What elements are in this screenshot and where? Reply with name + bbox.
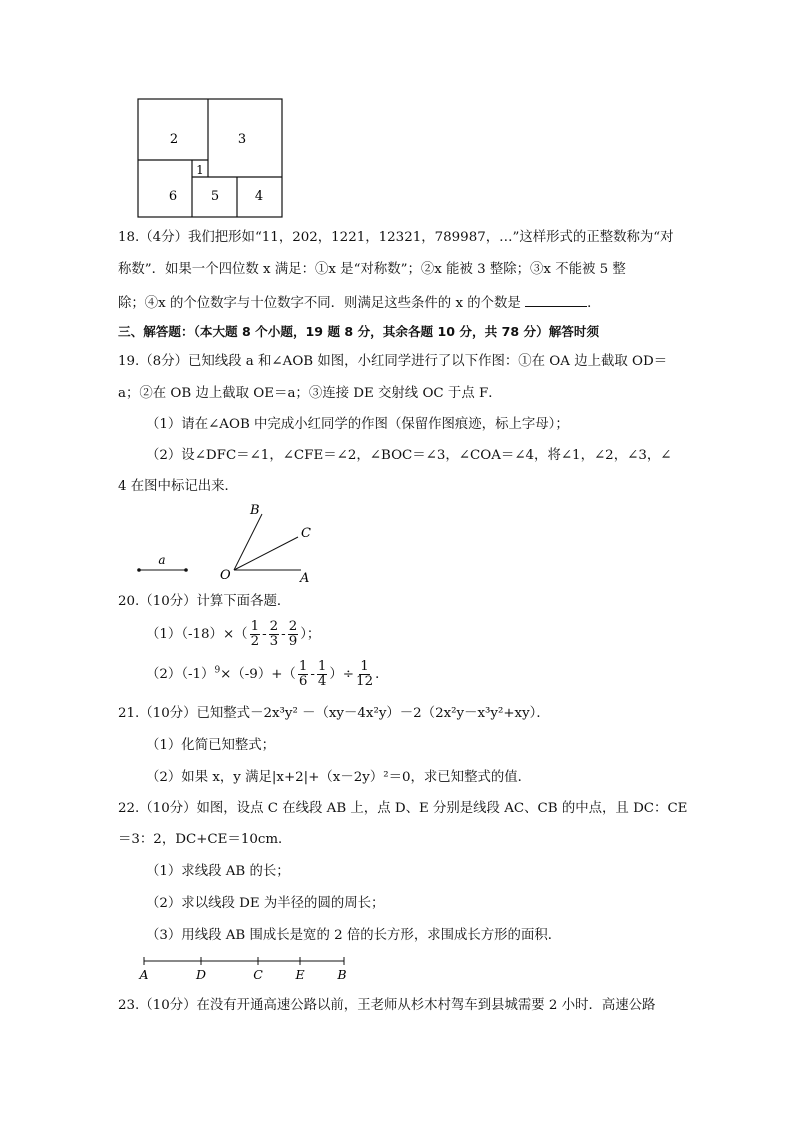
segment-point-D: D	[195, 967, 207, 982]
section-3-heading: 三、解答题：（本大题 8 个小题，19 题 8 分，其余各题 10 分，共 78 分）解答时须	[118, 324, 600, 339]
q23-line-1: 23.（10分）在没有开通高速公路以前，王老师从杉木村驾车到县城需要 2 小时．高速公路	[118, 998, 656, 1013]
fraction-1-4: $\frac{1}{4}$	[317, 659, 327, 689]
point-C-label: C	[301, 526, 311, 541]
angle-figure	[130, 500, 330, 588]
q19-part-2b: 4 在图中标记出来．	[118, 479, 238, 494]
segment-point-B: B	[337, 967, 347, 982]
q21-title: 21.（10分）已知整式－2x³y² －（xy－4x²y）－2（2x²y－x³y²+xy）．	[118, 706, 550, 721]
point-A-label: A	[300, 571, 310, 586]
q18-line-1: 18.（4分）我们把形如“11，202，1221，12321，789987，…”这样形式的正整数称为“对	[118, 230, 674, 245]
square-label-6: 6	[168, 189, 178, 204]
q19-part-2a: （2）设∠DFC＝∠1，∠CFE＝∠2，∠BOC＝∠3，∠COA＝∠4，将∠1，∠2，∠3，∠	[146, 448, 672, 463]
q20-part-2: $(2)(-1)^9\times(-9)+$（ $\frac{1}{6}$ - $\frac{1}{4}$ ）÷ $\frac{1}{12}$ ．	[146, 659, 389, 689]
q20-p2-exponent: 9	[214, 665, 221, 676]
point-B-label: B	[250, 503, 260, 518]
q20-part-1: （1）（-18）×（ $\frac{1}{2}$ - $\frac{2}{3}$ - $\frac{2}{9}$ ）；	[146, 619, 321, 649]
q18-line-2: 称数”．如果一个四位数 x 满足：①x 是“对称数”；②x 能被 3 整除；③x 不能被 5 整	[118, 262, 626, 277]
q22-part-1: （1）求线段 AB 的长；	[146, 864, 290, 879]
q20-p1-post: ）；	[300, 627, 321, 642]
q18-line-3	[118, 294, 600, 312]
answer-blank	[525, 294, 587, 307]
segment-point-A: A	[139, 967, 149, 982]
q20-p2-post: ．	[375, 667, 389, 682]
fraction-2-9: $\frac{2}{9}$	[288, 619, 298, 649]
segment-point-C: C	[253, 967, 263, 982]
q22-line-1: 22.（10分）如图，设点 C 在线段 AB 上，点 D、E 分别是线段 AC、CB 的中点，且 DC：CE	[118, 801, 688, 816]
segment-figure	[134, 952, 354, 982]
square-label-2: 2	[169, 132, 179, 147]
fraction-1-6: $\frac{1}{6}$	[298, 659, 308, 689]
q22-part-3: （3）用线段 AB 围成长是宽的 2 倍的长方形，求围成长方形的面积．	[146, 928, 562, 943]
q19-part-1: （1）请在∠AOB 中完成小红同学的作图（保留作图痕迹，标上字母）；	[146, 417, 569, 432]
fraction-2-3: $\frac{2}{3}$	[269, 619, 279, 649]
q22-part-2: （2）求以线段 DE 为半径的圆的周长；	[146, 896, 385, 911]
q21-part-1: （1）化简已知整式；	[146, 738, 276, 753]
fraction-1-2: $\frac{1}{2}$	[250, 619, 260, 649]
q19-line-2: a；②在 OB 边上截取 OE＝a；③连接 DE 交射线 OC 于点 F．	[118, 386, 502, 401]
q18-line-3-end: ．	[587, 296, 601, 311]
q19-line-1: 19.（8分）已知线段 a 和∠AOB 如图，小红同学进行了以下作图：①在 OA 边上截取 OD＝	[118, 354, 668, 369]
q18-line-3-text: 除；④x 的个位数字与十位数字不同．则满足这些条件的 x 的个数是	[118, 296, 521, 311]
q21-part-2: （2）如果 x，y 满足|x+2|+（x－2y）²＝0，求已知整式的值．	[146, 770, 532, 785]
squares-figure	[136, 97, 286, 219]
q20-p1-pre: （1）（-18）×（	[146, 627, 248, 642]
point-O-label: O	[220, 568, 231, 583]
segment-a-label: a	[158, 553, 166, 567]
square-label-5: 5	[210, 189, 220, 204]
square-label-4: 4	[254, 189, 264, 204]
square-label-1: 1	[196, 163, 204, 177]
q20-p2-pre: （2）（-1）	[146, 667, 215, 682]
q20-title: 20.（10分）计算下面各题．	[118, 594, 291, 609]
fraction-1-12: $\frac{1}{12}$	[356, 659, 374, 689]
q22-line-2: ＝3：2，DC+CE＝10cm．	[118, 832, 292, 847]
q20-p2-mid: ×（-9）+（	[220, 667, 296, 682]
segment-point-E: E	[295, 967, 305, 982]
square-label-3: 3	[237, 132, 247, 147]
